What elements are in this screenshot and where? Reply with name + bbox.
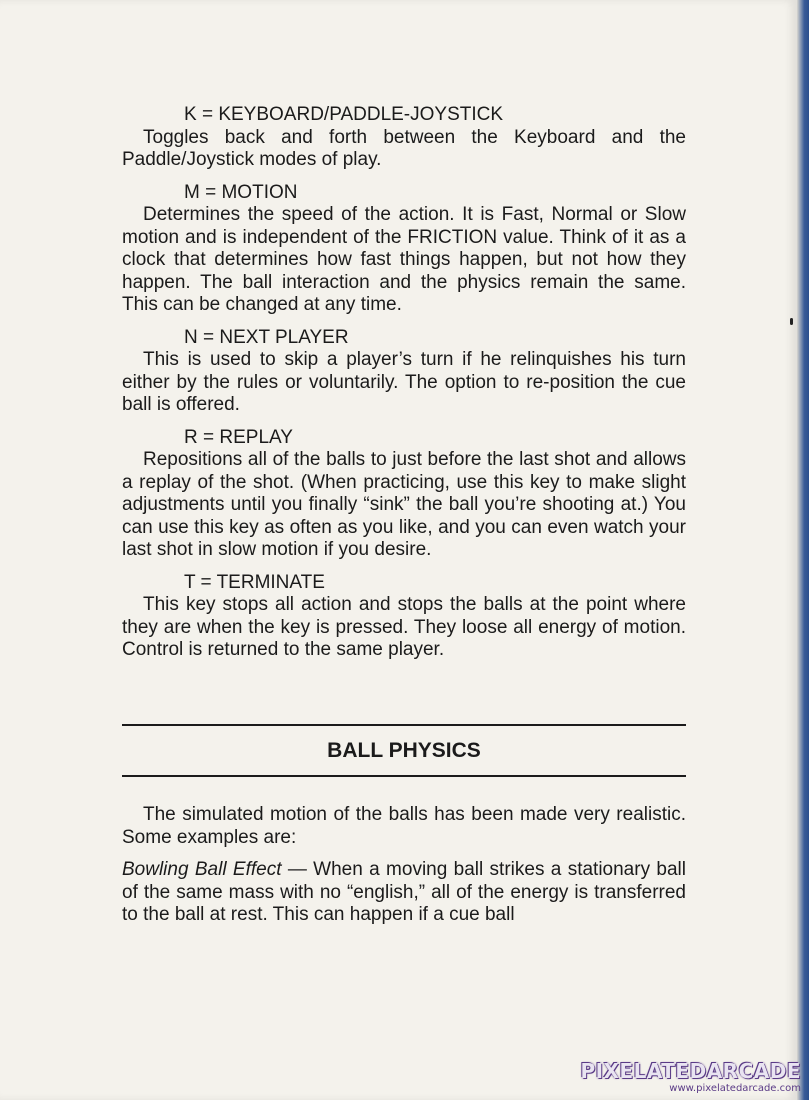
watermark [580, 1059, 801, 1094]
watermark-url: www.pixelatedarcade.com [669, 1083, 801, 1094]
heading-motion: M = MOTION [184, 181, 298, 203]
heading-keyboard: K = KEYBOARD/PADDLE-JOYSTICK [184, 104, 504, 125]
page-content [122, 104, 686, 927]
text-terminate: This key stops all action and stops the balls at the point where they are when the key is pressed. They loose all energy of motion. Control is returned to the same player. [122, 594, 686, 660]
ball-physics-intro: The simulated motion of the balls has been made very realistic. Some examples are: [122, 804, 686, 848]
heading-terminate: T = TERMINATE [184, 571, 325, 593]
ball-physics-title: BALL PHYSICS [327, 738, 481, 762]
page-speck [790, 318, 793, 325]
heading-next-player: N = NEXT PLAYER [184, 326, 349, 348]
heading-replay: R = REPLAY [184, 426, 293, 448]
watermark-title: PIXELATEDARCADE [580, 1059, 801, 1083]
bowling-ball-effect-paragraph [122, 859, 686, 927]
text-keyboard: Toggles back and forth between the Keyboard and the Paddle/Joystick modes of play. [122, 126, 686, 170]
bowling-ball-effect-text: — When a moving ball strikes a stationary ball of the same mass with no “english,” all of the energy is transferred to the ball at rest. This can happen if a cue ball [122, 859, 686, 925]
text-replay: Repositions all of the balls to just before the last shot and allows a replay of the shot. (When practicing, use this key to make slight adjustments until you finally “sink” the ball you’re shooting at.) You can use this key as often as you like, and you can even watch your last shot in slow motion if you desire. [122, 449, 686, 560]
text-next-player: This is used to skip a player’s turn if he relinquishes his turn either by the rules or voluntarily. The option to re-position the cue ball is offered. [122, 349, 686, 415]
page-edge [797, 0, 809, 1100]
bowling-ball-effect-label: Bowling Ball Effect [122, 859, 282, 880]
text-motion: Determines the speed of the action. It is Fast, Normal or Slow motion and is independent of the FRICTION value. Think of it as a clock that determines how fast things happen, but not how they happen. The ball interaction and the physics remain the same. This can be changed at any time. [122, 204, 686, 315]
